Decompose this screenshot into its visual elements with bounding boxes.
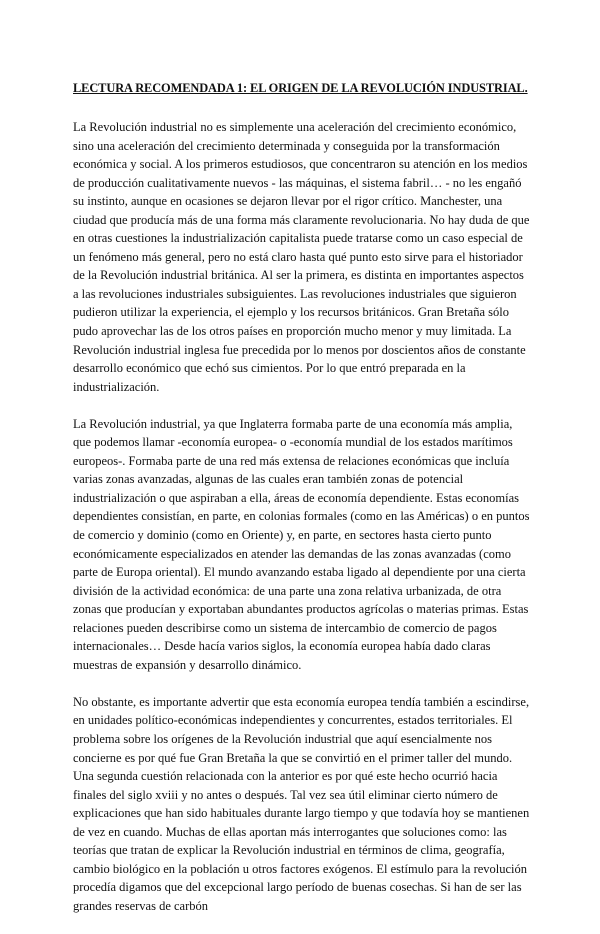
paragraph-1: La Revolución industrial no es simplemente una aceleración del crecimiento económico, sino una aceleración del crecimiento determinada y conseguida por la transformación económica y social. A los primeros estudiosos, que concentraron su atención en los medios de producción cualitativamente nuevos - las máquinas, el sistema fabril… - no les engañó su instinto, aunque en ocasiones se dejaron llevar por el rigor crítico. Manchester, una ciudad que producía más de una forma más claramente revolucionaria. No hay duda de que en otras cuestiones la industrialización capitalista puede tratarse como un caso especial de un fenómeno más general, pero no está claro hasta qué punto esto sirve para el historiador de la Revolución industrial británica. Al ser la primera, es distinta en importantes aspectos a las revoluciones industriales subsiguientes. Las revoluciones industriales que siguieron pudieron utilizar la experiencia, el ejemplo y los recursos británicos. Gran Bretaña sólo pudo aprovechar las de los otros países en proporción mucho menor y muy limitada. La Revolución industrial inglesa fue precedida por lo menos por doscientos años de constante desarrollo económico que echó sus cimientos. Por lo que entró preparada en la industrialización.: [73, 120, 530, 394]
paragraph-2: La Revolución industrial, ya que Inglaterra formaba parte de una economía más amplia, que podemos llamar -economía europea- o -economía mundial de los estados marítimos europeos-. Formaba parte de una red más extensa de relaciones económicas que incluía varias zonas avanzadas, algunas de las cuales eran también zonas de potencial industrialización o que aspiraban a ella, áreas de economía dependiente. Estas economías dependientes consistían, en parte, en colonias formales (como en las Américas) o en puntos de comercio y dominio (como en Oriente) y, en parte, en sectores hasta cierto punto económicamente especializados en atender las demandas de las zonas avanzadas (como parte de Europa oriental). El mundo avanzando estaba ligado al dependiente por una cierta división de la actividad económica: de una parte una zona relativa urbanizada, de otra zonas que producían y exportaban abundantes productos agrícolas o materias primas. Estas relaciones pueden describirse como un sistema de intercambio de comercio de pagos internacionales… Desde hacía varios siglos, la economía europea había dado claras muestras de expansión y desarrollo dinámico.: [73, 416, 530, 672]
document-title: LECTURA RECOMENDADA 1: EL ORIGEN DE LA REVOLUCIÓN INDUSTRIAL.: [73, 81, 528, 95]
paragraph-3: No obstante, es importante advertir que esta economía europea tendía también a escindirse, en unidades político-económicas independientes y concurrentes, estados territoriales. El problema sobre los orígenes de la Revolución industrial que aquí esencialmente nos concierne es por qué fue Gran Bretaña la que se convirtió en el primer taller del mundo. Una segunda cuestión relacionada con la anterior es por qué este hecho ocurrió hacia finales del siglo xviii y no antes o después. Tal vez sea útil eliminar cierto número de explicaciones que han sido habituales durante largo tiempo y que todavía hoy se mantienen de vez en cuando. Muchas de ellas aportan más interrogantes que soluciones como: las teorías que tratan de explicar la Revolución industrial en términos de clima, geografía, cambio biológico en la población u otros factores exógenos. El estímulo para la revolución procedía digamos que del excepcional largo período de buenas cosechas. Si han de ser las grandes reservas de carbón: [73, 694, 530, 913]
document-body: [73, 78, 531, 934]
